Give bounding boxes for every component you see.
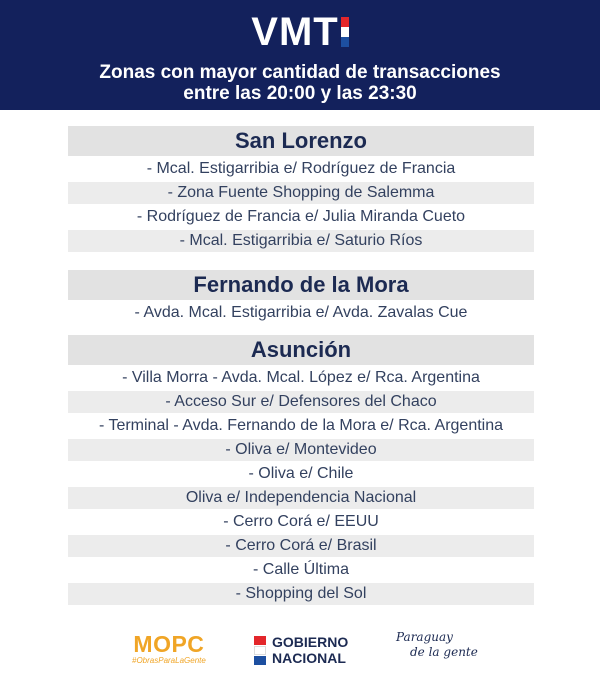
list-item: - Oliva e/ Montevideo — [68, 439, 534, 461]
list-item: - Oliva e/ Chile — [248, 465, 354, 482]
subtitle-line-2: entre las 20:00 y las 23:30 — [183, 83, 417, 104]
list-item: - Avda. Mcal. Estigarribia e/ Avda. Zavalas Cue — [134, 304, 468, 321]
list-item: - Acceso Sur e/ Defensores del Chaco — [68, 391, 534, 413]
section-san-lorenzo — [68, 126, 534, 252]
paraguay-de-la-gente-logo — [396, 630, 478, 660]
list-item: - Villa Morra - Avda. Mcal. López e/ Rca. Argentina — [122, 369, 480, 386]
subtitle-line-1: Zonas con mayor cantidad de transacciones — [99, 62, 501, 83]
list-item: - Terminal - Avda. Fernando de la Mora e/ Rca. Argentina — [98, 417, 504, 434]
section-asuncion — [68, 335, 534, 605]
section-fernando-de-la-mora — [68, 270, 534, 324]
list-item: - Cerro Corá e/ EEUU — [223, 513, 379, 530]
list-item: - Shopping del Sol — [68, 583, 534, 605]
list-item: - Cerro Corá e/ Brasil — [68, 535, 534, 557]
list-item: - Calle Última — [252, 561, 349, 578]
gobierno-line-2: NACIONAL — [272, 650, 346, 666]
list-item: - Mcal. Estigarribia e/ Saturio Ríos — [68, 230, 534, 252]
mopc-tagline: #ObrasParaLaGente — [132, 656, 206, 665]
header-banner — [0, 0, 600, 110]
gobierno-line-1: GOBIERNO — [272, 634, 349, 650]
section-title: San Lorenzo — [68, 126, 534, 156]
footer-logos — [0, 630, 600, 670]
list-item: - Zona Fuente Shopping de Salemma — [68, 182, 534, 204]
flag-icon — [341, 17, 349, 47]
section-title: Asunción — [68, 335, 534, 365]
list-item: - Mcal. Estigarribia e/ Rodríguez de Francia — [146, 160, 456, 177]
vmt-logo: VMT — [0, 10, 600, 54]
list-item: Oliva e/ Independencia Nacional — [68, 487, 534, 509]
paraguay-line-2: de la gente — [410, 645, 478, 659]
list-item: - Rodríguez de Francia e/ Julia Miranda Cueto — [136, 208, 466, 225]
section-title: Fernando de la Mora — [68, 270, 534, 300]
gobierno-flag-icon — [254, 636, 266, 664]
page-subtitle — [0, 62, 600, 104]
mopc-name: MOPC — [133, 631, 205, 657]
mopc-logo — [132, 632, 206, 666]
paraguay-line-1: Paraguay — [396, 630, 453, 644]
